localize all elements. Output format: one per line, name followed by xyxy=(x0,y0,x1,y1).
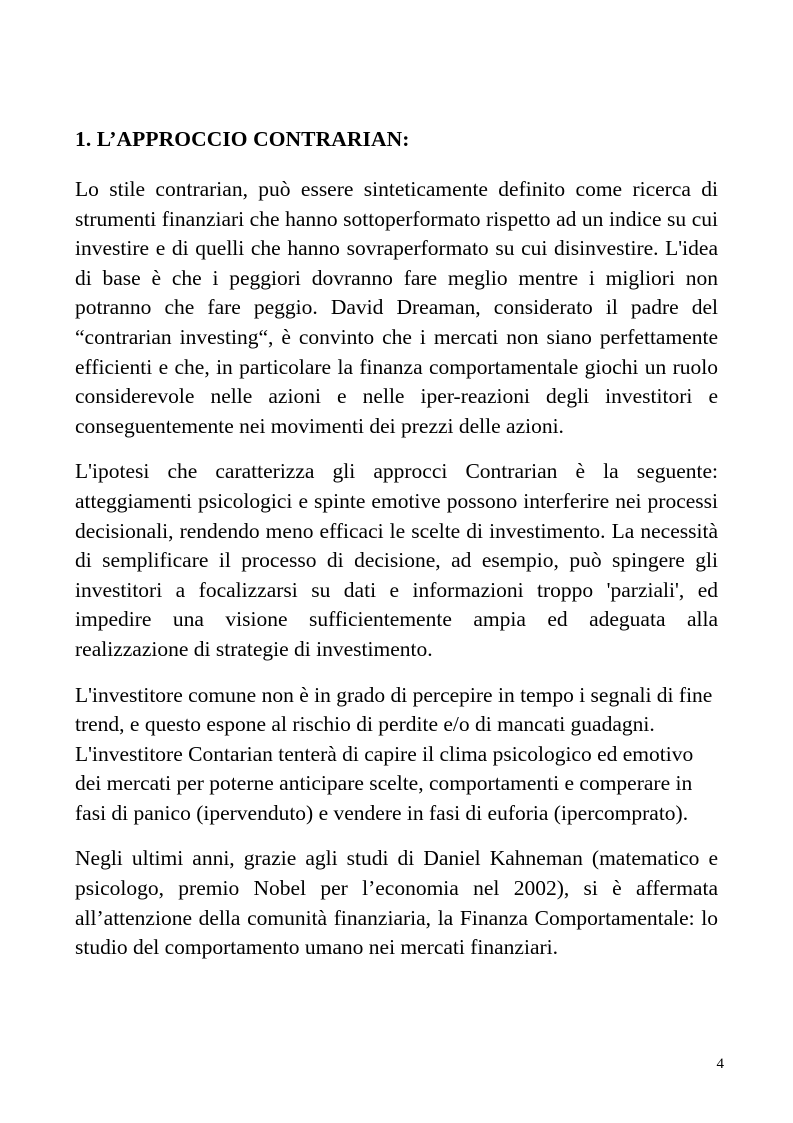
page-number: 4 xyxy=(716,1056,724,1072)
paragraph-contrarian-style: Lo stile contrarian, può essere sinteticamente definito come ricerca di strumenti finanziari che hanno sottoperformato rispetto ad un indice su cui investire e di quelli che hanno sovraperformato su cui disinvestire. L'idea di base è che i peggiori dovranno fare meglio mentre i migliori non potranno che fare peggio. David Dreaman, considerato il padre del “contrarian investing“, è convinto che i mercati non siano perfettamente efficienti e che, in particolare la finanza comportamentale giochi un ruolo considerevole nelle azioni e nelle iper-reazioni degli investitori e conseguentemente nei movimenti dei prezzi delle azioni. xyxy=(75,177,718,438)
section-heading: 1. L’APPROCCIO CONTRARIAN: xyxy=(75,127,410,151)
paragraph-behavioral-finance: Negli ultimi anni, grazie agli studi di Daniel Kahneman (matematico e psicologo, premio Nobel per l’economia nel 2002), si è affermata all’attenzione della comunità finanziaria, la Finanza Comportamentale: lo studio del comportamento umano nei mercati finanziari. xyxy=(75,846,718,960)
paragraph-common-investor: L'investitore comune non è in grado di percepire in tempo i segnali di fine trend, e questo espone al rischio di perdite e/o di mancati guadagni. L'investitore Contarian tenterà di capire il clima psicologico ed emotivo dei mercati per poterne anticipare scelte, comportamenti e comperare in fasi di panico (ipervenduto) e vendere in fasi di euforia (ipercomprato). xyxy=(75,682,713,825)
page-content xyxy=(75,116,718,979)
paragraph-contrarian-hypothesis: L'ipotesi che caratterizza gli approcci Contrarian è la seguente: atteggiamenti psicologici e spinte emotive possono interferire nei processi decisionali, rendendo meno efficaci le scelte di investimento. La necessità di semplificare il processo di decisione, ad esempio, può spingere gli investitori a focalizzarsi su dati e informazioni troppo 'parziali', ed impedire una visione sufficientemente ampia ed adeguata alla realizzazione di strategie di investimento. xyxy=(75,459,718,661)
